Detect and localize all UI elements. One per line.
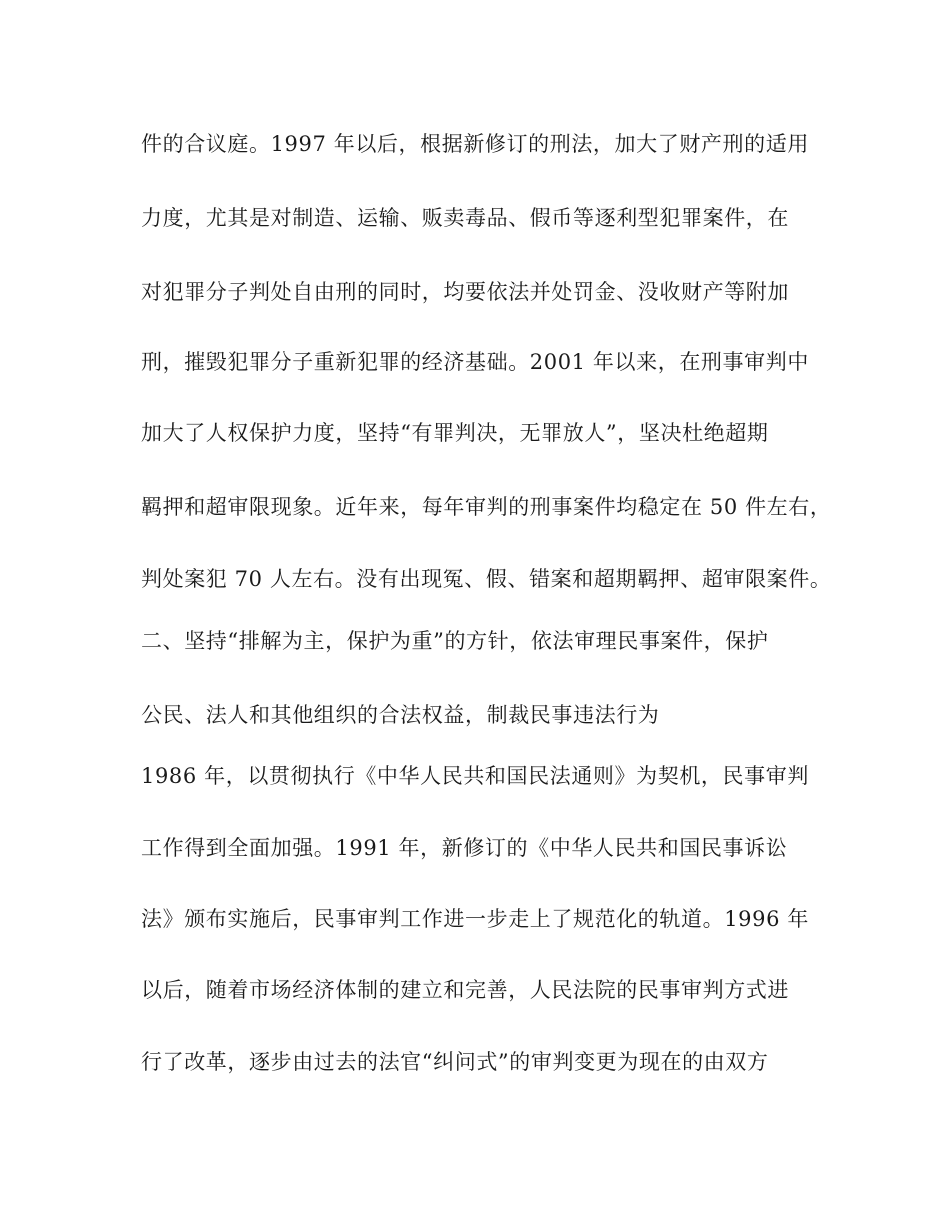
text-line: 刑，摧毁犯罪分子重新犯罪的经济基础。2001 年以来，在刑事审判中 bbox=[141, 350, 809, 374]
text-line: 件的合议庭。1997 年以后，根据新修订的刑法，加大了财产刑的适用 bbox=[141, 132, 809, 156]
text-line: 力度，尤其是对制造、运输、贩卖毒品、假币等逐利型犯罪案件，在 bbox=[141, 206, 789, 230]
text-line: 以后，随着市场经济体制的建立和完善，人民法院的民事审判方式进 bbox=[141, 978, 789, 1002]
text-line: 判处案犯 70 人左右。没有出现冤、假、错案和超期羁押、超审限案件。 bbox=[141, 567, 832, 591]
text-line: 羁押和超审限现象。近年来，每年审判的刑事案件均稳定在 50 件左右， bbox=[141, 495, 832, 519]
section-heading-line: 公民、法人和其他组织的合法权益，制裁民事违法行为 bbox=[141, 703, 660, 727]
text-line: 工作得到全面加强。1991 年，新修订的《中华人民共和国民事诉讼 bbox=[141, 836, 788, 860]
text-line: 法》颁布实施后，民事审判工作进一步走上了规范化的轨道。1996 年 bbox=[141, 907, 809, 931]
text-line: 对犯罪分子判处自由刑的同时，均要依法并处罚金、没收财产等附加 bbox=[141, 280, 789, 304]
section-heading-line: 二、坚持“排解为主，保护为重”的方针，依法审理民事案件，保护 bbox=[141, 629, 769, 653]
text-line: 加大了人权保护力度，坚持“有罪判决，无罪放人”，坚决杜绝超期 bbox=[141, 421, 769, 445]
text-line: 1986 年，以贯彻执行《中华人民共和国民法通则》为契机，民事审判 bbox=[141, 764, 809, 788]
text-line: 行了改革，逐步由过去的法官“纠问式”的审判变更为现在的由双方 bbox=[141, 1050, 769, 1074]
